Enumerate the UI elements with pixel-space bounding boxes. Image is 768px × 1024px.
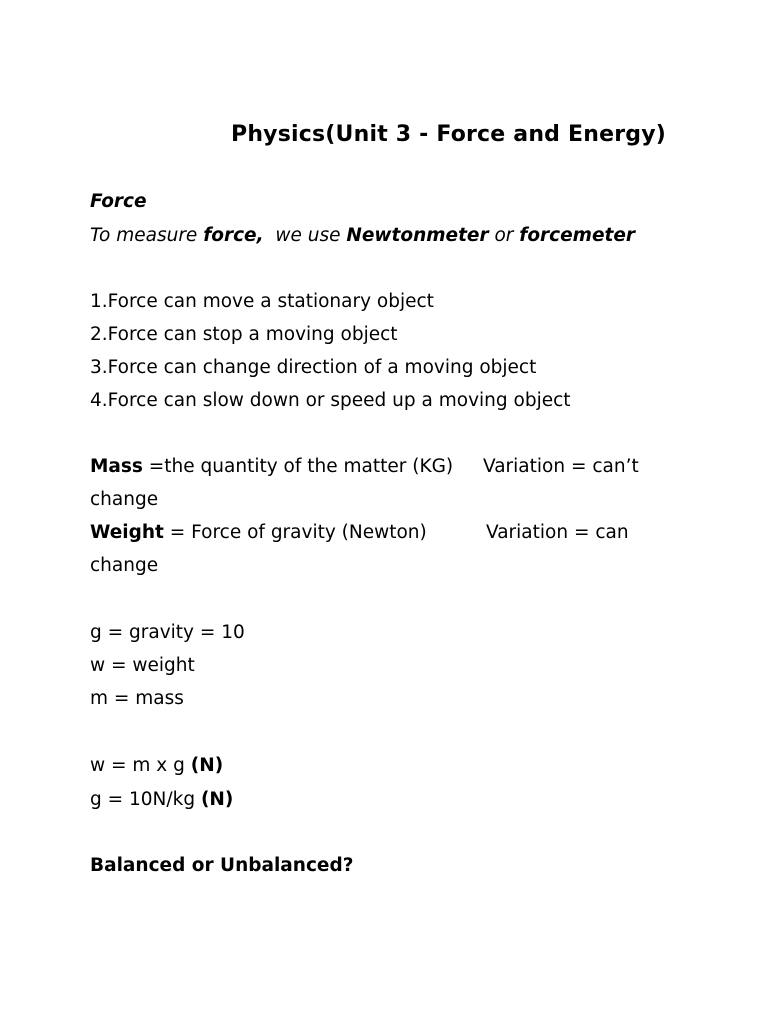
weight-variation: Variation = can [486,522,629,543]
effect-item: 2.Force can stop a moving object [90,324,398,345]
mass-variation: Variation = can’t [483,456,639,477]
formula-gravity [90,787,233,813]
measure-or: or [488,225,520,246]
mass-definition-text: =the quantity of the matter (KG) [142,456,454,477]
measure-sentence [90,223,635,249]
formula-unit: (N) [190,755,224,776]
page-title: Physics(Unit 3 - Force and Energy) [231,122,666,147]
weight-definition [90,520,427,546]
variable-mass: m = mass [90,688,184,709]
weight-variation-wrap: change [90,555,159,576]
instrument-forcemeter: forcemeter [519,225,636,246]
effect-item: 3.Force can change direction of a moving object [90,357,537,378]
weight-term: Weight [90,522,164,543]
measure-force-word: force, [203,225,264,246]
formula-weight [90,753,223,779]
formula-unit: (N) [200,789,234,810]
measure-mid: we use [263,225,347,246]
instrument-newtonmeter: Newtonmeter [346,225,489,246]
mass-term: Mass [90,456,143,477]
measure-prefix: To measure [90,225,204,246]
closing-question: Balanced or Unbalanced? [90,855,354,876]
variable-gravity: g = gravity = 10 [90,622,245,643]
force-heading: Force [90,191,147,212]
formula-expr: w = m x g [90,755,191,776]
weight-definition-text: = Force of gravity (Newton) [163,522,427,543]
mass-variation-wrap: change [90,489,159,510]
mass-definition [90,454,453,480]
effect-item: 1.Force can move a stationary object [90,291,434,312]
variable-weight: w = weight [90,655,195,676]
effect-item: 4.Force can slow down or speed up a moving object [90,390,571,411]
formula-expr: g = 10N/kg [90,789,201,810]
